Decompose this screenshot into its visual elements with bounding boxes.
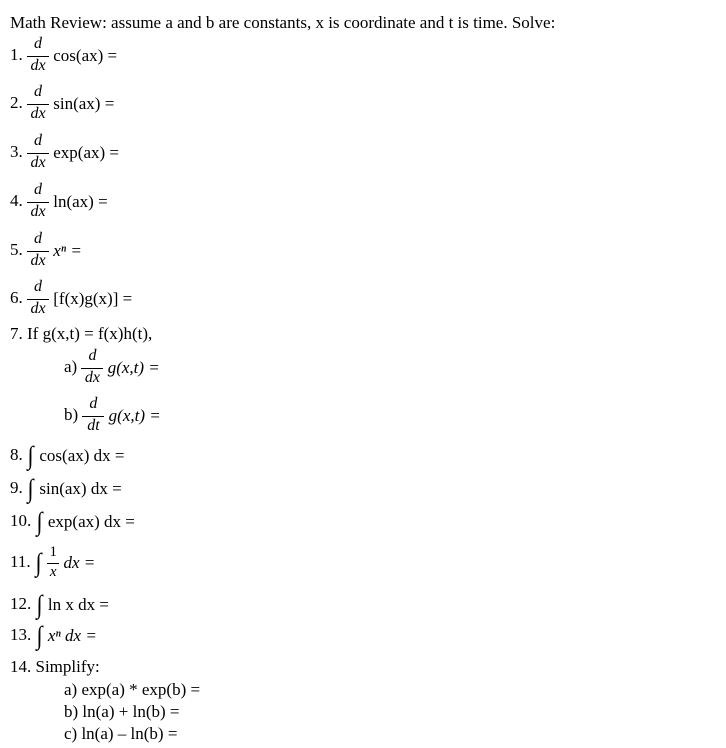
problem-number: a) — [64, 356, 78, 376]
expression: [f(x)g(x)] = — [53, 289, 133, 308]
fraction-denominator: dt — [87, 417, 100, 434]
problem-7: 7. If g(x,t) = f(x)h(t), — [10, 324, 153, 343]
problem-5 — [10, 229, 82, 273]
problem-7b — [64, 394, 161, 438]
problem-number: 13. — [10, 625, 32, 644]
problem-14: 14. Simplify: — [10, 657, 100, 676]
problem-8 — [10, 441, 125, 471]
problem-number: 12. — [10, 594, 32, 613]
problem-1 — [10, 34, 117, 78]
problem-number: 4. — [10, 190, 23, 210]
problem-14c: c) ln(a) – ln(b) = — [64, 724, 178, 743]
integral-sign: ∫ — [36, 507, 43, 537]
fraction-numerator: d — [34, 35, 42, 52]
integral-sign: ∫ — [27, 474, 34, 504]
fraction-denominator: dx — [30, 154, 46, 171]
expression: ln(ax) = — [53, 192, 108, 211]
fraction-numerator: d — [34, 132, 42, 149]
problem-number: 1. — [10, 44, 23, 64]
fraction-denominator: dx — [84, 369, 101, 386]
problem-number: 8. — [10, 445, 23, 464]
problem-13 — [10, 621, 97, 651]
problem-number: 5. — [10, 239, 23, 259]
derivative-operator — [81, 346, 103, 390]
expression: g(x,t) = — [107, 358, 160, 377]
fraction-denominator: dx — [30, 57, 46, 74]
expression: xⁿ dx = — [47, 626, 97, 646]
problem-9 — [10, 474, 122, 504]
expression: exp(ax) = — [53, 143, 120, 162]
integral-sign: ∫ — [36, 621, 43, 651]
derivative-operator — [27, 180, 49, 224]
fraction-numerator: 1 — [49, 544, 57, 560]
fraction-numerator: d — [88, 347, 97, 364]
integral-sign: ∫ — [27, 441, 34, 471]
fraction-denominator: dx — [30, 203, 46, 220]
fraction-denominator: x — [49, 564, 57, 580]
expression: cos(ax) = — [53, 46, 118, 65]
derivative-operator — [82, 394, 104, 438]
integral-sign: ∫ — [36, 590, 43, 620]
derivative-operator — [27, 131, 49, 175]
problem-number: b) — [64, 404, 79, 424]
fraction-denominator: dx — [30, 252, 46, 269]
problem-number: 9. — [10, 478, 23, 497]
expression: cos(ax) dx = — [39, 446, 125, 466]
fraction-numerator: d — [34, 83, 42, 100]
expression: g(x,t) = — [108, 406, 161, 425]
expression: sin(ax) dx = — [39, 479, 122, 499]
fraction-numerator: d — [34, 230, 42, 247]
expression: xⁿ = — [53, 241, 82, 260]
problem-4 — [10, 180, 108, 224]
expression: exp(ax) dx = — [47, 512, 135, 532]
problem-number: 2. — [10, 92, 23, 112]
problem-number: 11. — [10, 551, 31, 571]
integral-sign: ∫ — [35, 548, 42, 577]
fraction-numerator: d — [34, 181, 42, 198]
problem-10 — [10, 507, 135, 537]
fraction-numerator: d — [34, 278, 42, 295]
fraction-denominator: dx — [30, 300, 46, 317]
derivative-operator — [27, 229, 49, 273]
expression: sin(ax) = — [53, 94, 115, 113]
fraction-numerator: d — [89, 395, 98, 412]
problem-number: 3. — [10, 141, 23, 161]
fraction-denominator: dx — [30, 105, 46, 122]
problem-number: 10. — [10, 511, 32, 530]
page-title: Math Review: assume a and b are constants, x is coordinate and t is time. Solve: — [10, 13, 556, 32]
derivative-operator — [27, 34, 49, 78]
problem-3 — [10, 131, 119, 175]
problem-number: 6. — [10, 287, 23, 307]
problem-14a: a) exp(a) * exp(b) = — [64, 680, 201, 699]
derivative-operator — [27, 277, 49, 321]
problem-14b: b) ln(a) + ln(b) = — [64, 702, 180, 721]
expression: ln x dx = — [47, 595, 109, 615]
expression: dx = — [63, 553, 96, 572]
fraction — [47, 543, 59, 583]
problem-7a — [64, 346, 160, 390]
problem-6 — [10, 277, 132, 321]
problem-2 — [10, 82, 114, 126]
problem-11 — [10, 543, 95, 583]
derivative-operator — [27, 82, 49, 126]
problem-12 — [10, 590, 109, 620]
